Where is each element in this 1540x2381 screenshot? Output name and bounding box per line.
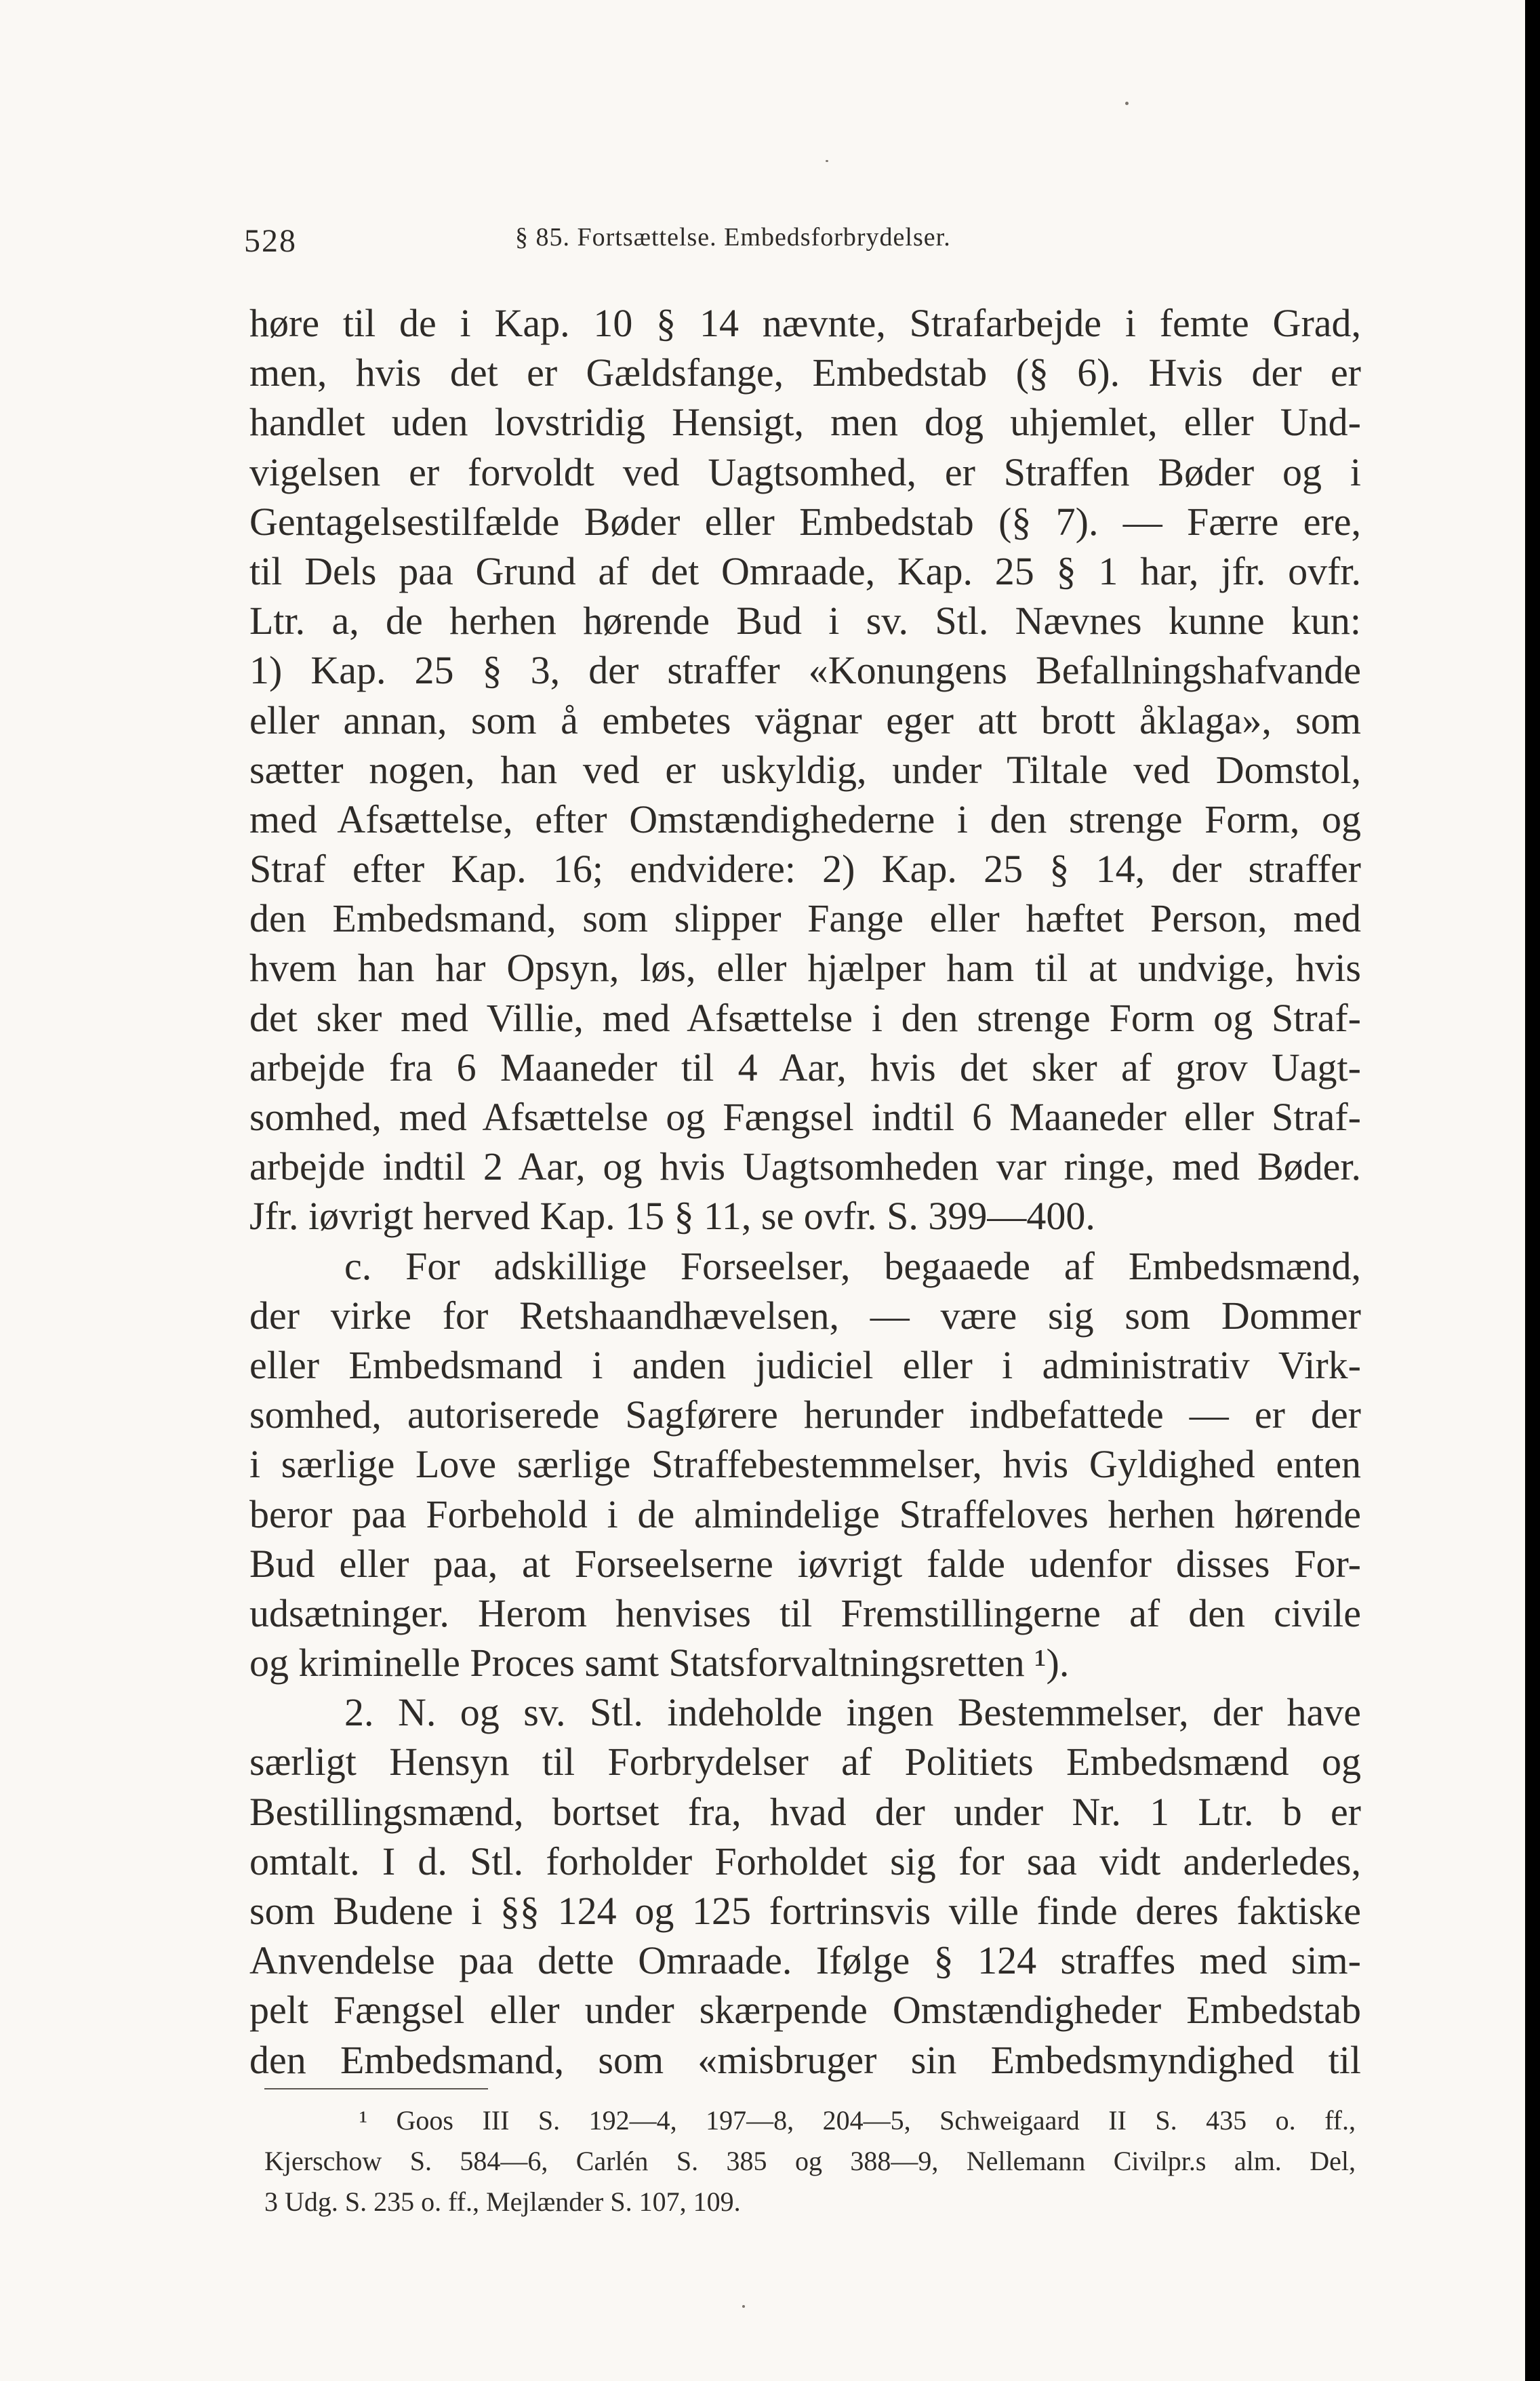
- text-line: den Embedsmand, som slipper Fange eller hæftet Person, med: [249, 896, 1361, 941]
- text-line: Straf efter Kap. 16; endvidere: 2) Kap. 25 § 14, der straffer: [249, 847, 1361, 892]
- text-line: med Afsættelse, efter Omstændighederne i den strenge Form, og: [249, 797, 1361, 841]
- text-line: Bestillingsmænd, bortset fra, hvad der under Nr. 1 Ltr. b er: [249, 1789, 1361, 1834]
- text-line: Jfr. iøvrigt herved Kap. 15 § 11, se ovfr. S. 399—400.: [249, 1194, 1095, 1239]
- text-line: Bud eller paa, at Forseelserne iøvrigt falde udenfor disses For-: [249, 1541, 1361, 1586]
- text-line: pelt Fængsel eller under skærpende Omstændigheder Embedstab: [249, 1988, 1361, 2033]
- text-line: 2. N. og sv. Stl. indeholde ingen Bestemmelser, der have: [344, 1690, 1361, 1735]
- text-line: og kriminelle Proces samt Statsforvaltningsretten ¹).: [249, 1641, 1070, 1685]
- text-line: arbejde fra 6 Maaneder til 4 Aar, hvis det sker af grov Uagt-: [249, 1045, 1361, 1089]
- text-line: særligt Hensyn til Forbrydelser af Politiets Embedsmænd og: [249, 1740, 1361, 1784]
- text-line: men, hvis det er Gældsfange, Embedstab (§ 6). Hvis der er: [249, 351, 1361, 395]
- text-line: det sker med Villie, med Afsættelse i den strenge Form og Straf-: [249, 995, 1361, 1040]
- text-line: c. For adskillige Forseelser, begaaede af Embedsmænd,: [344, 1243, 1361, 1288]
- text-line: udsætninger. Herom henvises til Fremstillingerne af den civile: [249, 1590, 1361, 1635]
- footnote-divider: [264, 2088, 488, 2089]
- text-line: den Embedsmand, som «misbruger sin Embedsmyndighed til: [249, 2037, 1361, 2082]
- footnote-line: ¹ Goos III S. 192—4, 197—8, 204—5, Schweigaard II S. 435 o. ff.,: [359, 2105, 1356, 2136]
- text-line: vigelsen er forvoldt ved Uagtsomhed, er Straffen Bøder og i: [249, 449, 1361, 494]
- text-line: Gentagelsestilfælde Bøder eller Embedstab (§ 7). — Færre ere,: [249, 499, 1361, 544]
- text-line: beror paa Forbehold i de almindelige Straffeloves herhen hørende: [249, 1492, 1361, 1536]
- print-speck: [742, 2305, 745, 2308]
- text-line: arbejde indtil 2 Aar, og hvis Uagtsomheden var ringe, med Bøder.: [249, 1144, 1361, 1189]
- text-line: somhed, autoriserede Sagførere herunder indbefattede — er der: [249, 1393, 1361, 1437]
- text-line: høre til de i Kap. 10 § 14 nævnte, Strafarbejde i femte Grad,: [249, 301, 1361, 345]
- body-text: [249, 298, 1361, 2085]
- text-line: som Budene i §§ 124 og 125 fortrinsvis ville finde deres faktiske: [249, 1889, 1361, 1933]
- running-head: § 85. Fortsættelse. Embedsforbrydelser.: [515, 223, 951, 252]
- text-line: eller Embedsmand i anden judiciel eller i administrativ Virk-: [249, 1342, 1361, 1387]
- text-line: hvem han har Opsyn, løs, eller hjælper ham til at undvige, hvis: [249, 946, 1361, 991]
- text-line: til Dels paa Grund af det Omraade, Kap. 25 § 1 har, jfr. ovfr.: [249, 548, 1361, 593]
- page-number: 528: [244, 223, 297, 259]
- footnote-line: 3 Udg. S. 235 o. ff., Mejlænder S. 107, 109.: [264, 2186, 741, 2217]
- text-line: Ltr. a, de herhen hørende Bud i sv. Stl. Nævnes kunne kun:: [249, 599, 1361, 643]
- text-line: sætter nogen, han ved er uskyldig, under Tiltale ved Domstol,: [249, 747, 1361, 792]
- text-line: omtalt. I d. Stl. forholder Forholdet sig for saa vidt anderledes,: [249, 1839, 1361, 1883]
- text-line: i særlige Love særlige Straffebestemmelser, hvis Gyldighed enten: [249, 1442, 1361, 1487]
- footnote-line: Kjerschow S. 584—6, Carlén S. 385 og 388—9, Nellemann Civilpr.s alm. Del,: [264, 2146, 1356, 2176]
- text-line: Anvendelse paa dette Omraade. Ifølge § 124 straffes med sim-: [249, 1938, 1361, 1983]
- footnotes: [264, 2100, 1356, 2222]
- text-line: 1) Kap. 25 § 3, der straffer «Konungens Befallningshafvande: [249, 648, 1361, 693]
- page-header: [0, 222, 1525, 263]
- text-line: eller annan, som å embetes vägnar eger att brott åklaga», som: [249, 698, 1361, 742]
- text-line: handlet uden lovstridig Hensigt, men dog uhjemlet, eller Und-: [249, 400, 1361, 445]
- print-speck: [826, 160, 828, 162]
- text-line: somhed, med Afsættelse og Fængsel indtil 6 Maaneder eller Straf-: [249, 1095, 1361, 1139]
- print-speck: [1125, 102, 1129, 105]
- text-line: der virke for Retshaandhævelsen, — være sig som Dommer: [249, 1293, 1361, 1338]
